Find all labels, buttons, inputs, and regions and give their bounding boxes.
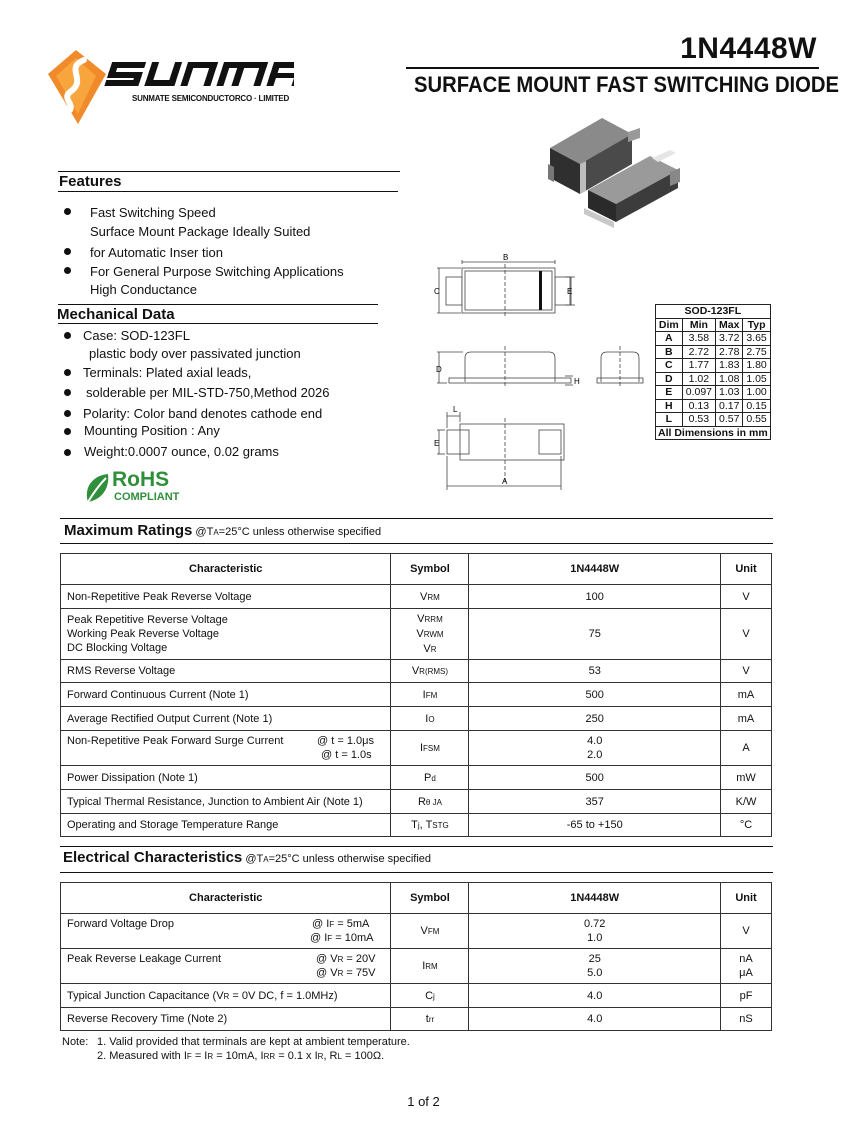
- symbol: VR(RMS): [391, 660, 469, 683]
- characteristic: Non-Repetitive Peak Forward Surge Current @ t = 1.0μs @ t = 1.0s: [61, 731, 391, 766]
- value: 500: [469, 683, 721, 707]
- dim-cell: 0.17: [716, 399, 743, 413]
- characteristic: Typical Thermal Resistance, Junction to Ambient Air (Note 1): [61, 790, 391, 814]
- dim-label-a: A: [502, 477, 508, 486]
- dim-label-e2: E: [434, 439, 440, 448]
- electrical-condition: @TA=25°C unless otherwise specified: [245, 853, 432, 865]
- feature-item: Fast Switching Speed: [90, 205, 216, 220]
- dim-cell: 0.097: [682, 386, 716, 400]
- bullet-icon: [64, 410, 71, 417]
- dim-label-e: E: [567, 287, 573, 296]
- dim-cell: 0.15: [743, 399, 770, 413]
- bullet-icon: [64, 267, 71, 274]
- case-label: Case:: [83, 328, 117, 343]
- table-row: [656, 372, 771, 386]
- col-header: Characteristic: [61, 883, 391, 914]
- unit: V: [721, 609, 772, 660]
- symbol: trr: [391, 1008, 469, 1031]
- col-header: Symbol: [391, 883, 469, 914]
- symbol: Pd: [391, 766, 469, 790]
- symbol: IO: [391, 707, 469, 731]
- table-row: [61, 949, 772, 984]
- value: 4.0: [469, 984, 721, 1008]
- col-header: 1N4448W: [469, 883, 721, 914]
- ratings-top-rule: [60, 518, 773, 519]
- table-row: [656, 345, 771, 359]
- value: 0.72 1.0: [469, 914, 721, 949]
- dim-key: E: [656, 386, 683, 400]
- title-rule: [406, 67, 819, 69]
- unit: mA: [721, 707, 772, 731]
- unit: mA: [721, 683, 772, 707]
- mech-terminals: [83, 365, 251, 380]
- case-detail: plastic body over passivated junction: [89, 346, 301, 361]
- dim-cell: 1.00: [743, 386, 770, 400]
- part-number: 1N4448W: [680, 32, 817, 65]
- unit: A: [721, 731, 772, 766]
- note-1: 1. Valid provided that terminals are kept at ambient temperature.: [97, 1036, 410, 1048]
- bullet-icon: [64, 369, 71, 376]
- characteristic: Peak Reverse Leakage Current @ VR = 20V @ VR = 75V: [61, 949, 391, 984]
- table-row: [61, 1008, 772, 1031]
- mech-polarity: [83, 406, 322, 421]
- unit: V: [721, 660, 772, 683]
- feature-item: for Automatic Inser tion: [90, 245, 223, 260]
- ratings-heading-row: [64, 522, 381, 539]
- value: -65 to +150: [469, 814, 721, 837]
- rohs-badge: [84, 470, 194, 506]
- dim-header: Dim: [656, 318, 683, 332]
- unit: nA μA: [721, 949, 772, 984]
- dim-cell: 3.58: [682, 332, 716, 346]
- value: 250: [469, 707, 721, 731]
- note-label: Note:: [62, 1036, 89, 1048]
- polarity-label: Polarity: [83, 406, 127, 421]
- features-top-rule: [58, 171, 400, 172]
- dim-header: Min: [682, 318, 716, 332]
- electrical-rule: [60, 872, 773, 873]
- symbol: IRM: [391, 949, 469, 984]
- mechanical-rule: [58, 323, 378, 324]
- dim-cell: 2.75: [743, 345, 770, 359]
- mech-solderable: solderable per MIL-STD-750,Method 2026: [86, 385, 330, 400]
- polarity-value: : Color band denotes cathode end: [126, 406, 323, 421]
- unit: V: [721, 914, 772, 949]
- company-name: SUNMATE SEMICONDUCTORCO · LIMITED: [132, 94, 290, 103]
- dim-cell: 1.03: [716, 386, 743, 400]
- mech-mounting: Mounting Position : Any: [84, 423, 220, 438]
- dim-table-footer: All Dimensions in mm: [656, 426, 771, 440]
- table-row: [61, 707, 772, 731]
- dim-label-d: D: [436, 365, 442, 374]
- ratings-rule: [60, 543, 773, 544]
- features-heading: Features: [59, 173, 122, 190]
- unit: V: [721, 585, 772, 609]
- table-row: [61, 766, 772, 790]
- col-header: Symbol: [391, 554, 469, 585]
- bullet-icon: [64, 449, 71, 456]
- dim-cell: 3.65: [743, 332, 770, 346]
- leaf-icon: [84, 472, 112, 504]
- dim-cell: 1.83: [716, 359, 743, 373]
- package-photo: [540, 112, 690, 232]
- table-row: [656, 359, 771, 373]
- electrical-table: [60, 882, 772, 1031]
- dim-label-l: L: [453, 405, 458, 414]
- ratings-heading: Maximum Ratings: [64, 522, 193, 539]
- feature-item: High Conductance: [90, 282, 197, 297]
- table-row: [61, 683, 772, 707]
- dim-cell: 1.02: [682, 372, 716, 386]
- table-row: [61, 814, 772, 837]
- symbol: Cj: [391, 984, 469, 1008]
- characteristic: Peak Repetitive Reverse Voltage Working Peak Reverse Voltage DC Blocking Voltage: [61, 609, 391, 660]
- symbol: VFM: [391, 914, 469, 949]
- dim-key: L: [656, 413, 683, 427]
- value: 75: [469, 609, 721, 660]
- dimension-drawing: [425, 254, 655, 494]
- table-row: [61, 914, 772, 949]
- table-row: [656, 399, 771, 413]
- table-row: [656, 386, 771, 400]
- unit: pF: [721, 984, 772, 1008]
- characteristic: Typical Junction Capacitance (VR = 0V DC, f = 1.0MHz): [61, 984, 391, 1008]
- dim-key: B: [656, 345, 683, 359]
- feature-item: For General Purpose Switching Applications: [90, 264, 344, 279]
- dim-cell: 0.13: [682, 399, 716, 413]
- terminals-value: : Plated axial leads,: [138, 365, 252, 380]
- dim-key: A: [656, 332, 683, 346]
- characteristic: Non-Repetitive Peak Reverse Voltage: [61, 585, 391, 609]
- table-row: [61, 609, 772, 660]
- mechanical-heading: Mechanical Data: [57, 306, 175, 323]
- col-header: Unit: [721, 883, 772, 914]
- electrical-heading: Electrical Characteristics: [63, 849, 243, 866]
- dim-cell: 0.55: [743, 413, 770, 427]
- table-row: [656, 332, 771, 346]
- dim-cell: 2.78: [716, 345, 743, 359]
- value: 357: [469, 790, 721, 814]
- characteristic: Forward Voltage Drop @ IF = 5mA @ IF = 10mA: [61, 914, 391, 949]
- dimension-table: [655, 304, 771, 440]
- dim-table-title: SOD-123FL: [656, 305, 771, 319]
- electrical-heading-row: [63, 849, 431, 866]
- dim-cell: 1.80: [743, 359, 770, 373]
- characteristic: Operating and Storage Temperature Range: [61, 814, 391, 837]
- rohs-text: RoHS: [112, 468, 170, 491]
- rohs-compliant: COMPLIANT: [114, 491, 180, 503]
- bullet-icon: [64, 248, 71, 255]
- bullet-icon: [64, 208, 71, 215]
- document-title: SURFACE MOUNT FAST SWITCHING DIODE: [414, 72, 840, 97]
- page-number: 1 of 2: [407, 1094, 440, 1109]
- bullet-icon: [64, 389, 71, 396]
- dim-key: C: [656, 359, 683, 373]
- company-logo: [44, 44, 294, 126]
- dim-label-b: B: [503, 254, 509, 262]
- dim-cell: 0.57: [716, 413, 743, 427]
- feature-item: Surface Mount Package Ideally Suited: [90, 224, 311, 239]
- dim-cell: 3.72: [716, 332, 743, 346]
- dim-cell: 0.53: [682, 413, 716, 427]
- symbol: Tj, TSTG: [391, 814, 469, 837]
- dim-header: Max: [716, 318, 743, 332]
- dim-cell: 1.08: [716, 372, 743, 386]
- mech-case: [83, 328, 190, 343]
- note-2: 2. Measured with IF = IR = 10mA, IRR = 0.1 x IR, RL = 100Ω.: [97, 1050, 385, 1062]
- col-header: Characteristic: [61, 554, 391, 585]
- characteristic: Forward Continuous Current (Note 1): [61, 683, 391, 707]
- dim-label-h: H: [574, 377, 580, 386]
- value: 500: [469, 766, 721, 790]
- symbol: IFSM: [391, 731, 469, 766]
- symbol: Rθ JA: [391, 790, 469, 814]
- electrical-top-rule: [60, 846, 773, 847]
- dim-key: D: [656, 372, 683, 386]
- features-rule: [58, 191, 398, 192]
- characteristic: RMS Reverse Voltage: [61, 660, 391, 683]
- dim-label-c: C: [434, 287, 440, 296]
- dim-cell: 1.05: [743, 372, 770, 386]
- value: 4.0: [469, 1008, 721, 1031]
- max-ratings-table: [60, 553, 772, 837]
- value: 4.0 2.0: [469, 731, 721, 766]
- terminals-label: Terminals: [83, 365, 139, 380]
- value: 100: [469, 585, 721, 609]
- mech-weight: Weight:0.0007 ounce, 0.02 grams: [84, 444, 279, 459]
- bullet-icon: [64, 428, 71, 435]
- characteristic: Average Rectified Output Current (Note 1): [61, 707, 391, 731]
- table-row: [61, 790, 772, 814]
- dim-header: Typ: [743, 318, 770, 332]
- dim-cell: 2.72: [682, 345, 716, 359]
- symbol: VRM: [391, 585, 469, 609]
- col-header: Unit: [721, 554, 772, 585]
- unit: K/W: [721, 790, 772, 814]
- bullet-icon: [64, 332, 71, 339]
- dim-key: H: [656, 399, 683, 413]
- unit: mW: [721, 766, 772, 790]
- table-row: [61, 585, 772, 609]
- symbol: VRRM VRWM VR: [391, 609, 469, 660]
- col-header: 1N4448W: [469, 554, 721, 585]
- table-row: [61, 731, 772, 766]
- mechanical-top-rule: [58, 304, 378, 305]
- dim-cell: 1.77: [682, 359, 716, 373]
- table-row: [61, 984, 772, 1008]
- value: 53: [469, 660, 721, 683]
- table-row: [61, 660, 772, 683]
- table-row: [656, 413, 771, 427]
- characteristic: Power Dissipation (Note 1): [61, 766, 391, 790]
- value: 25 5.0: [469, 949, 721, 984]
- symbol: IFM: [391, 683, 469, 707]
- characteristic: Reverse Recovery Time (Note 2): [61, 1008, 391, 1031]
- unit: nS: [721, 1008, 772, 1031]
- unit: °C: [721, 814, 772, 837]
- case-value: SOD-123FL: [120, 328, 190, 343]
- ratings-condition: @TA=25°C unless otherwise specified: [195, 526, 382, 538]
